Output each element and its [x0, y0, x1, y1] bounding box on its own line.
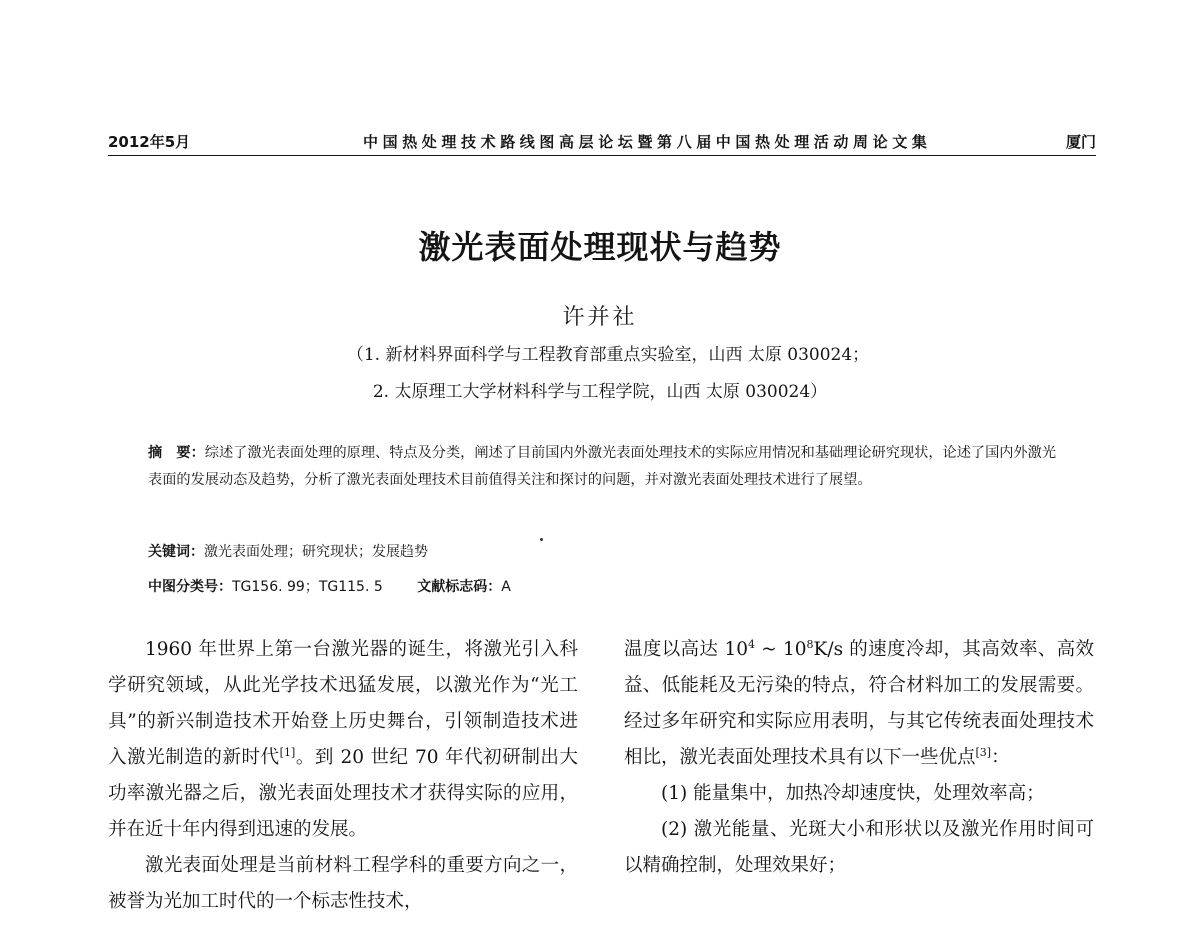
header-date: 2012年5月	[108, 133, 191, 151]
article-title: 激光表面处理现状与趋势	[418, 228, 782, 266]
abstract-label: 摘 要：	[148, 445, 205, 461]
clc-label: 中图分类号：	[148, 579, 232, 595]
classification-line	[148, 576, 1068, 596]
clc-value: TG156. 99；TG115. 5	[232, 579, 383, 595]
body-column-right	[624, 632, 1094, 884]
keywords	[148, 541, 1068, 561]
body-column-left	[108, 632, 578, 920]
citation-ref: [1]	[279, 745, 296, 759]
abstract-text: 综述了激光表面处理的原理、特点及分类，阐述了目前国内外激光表面处理技术的实际应用情况和基础理论研究现状，论述了国内外激光表面的发展动态及趋势，分析了激光表面处理技术目前值得关注和探讨的问题，并对激光表面处理技术进行了展望。	[148, 445, 1057, 488]
list-item: (2) 激光能量、光斑大小和形状以及激光作用时间可以精确控制，处理效果好；	[624, 819, 1094, 876]
keywords-text: 激光表面处理；研究现状；发展趋势	[204, 544, 428, 560]
abstract	[148, 440, 1068, 494]
keywords-label: 关键词：	[148, 544, 204, 560]
article-author: 许并社	[562, 305, 638, 330]
list-item: (1) 能量集中，加热冷却速度快，处理效率高；	[661, 783, 1045, 804]
body-paragraph: 1960 年世界上第一台激光器的诞生，将激光引入科学研究领域，从此光学技术迅猛发展，以激光作为“光工具”的新兴制造技术开始登上历史舞台，引领制造技术进入激光制造的新时代[1]。到 20 世纪 70 年代初研制出大功率激光器之后，激光表面处理技术才获得实际的应用，并在近十年内得到迅速的发展。	[108, 639, 578, 840]
body-paragraph: 激光表面处理是当前材料工程学科的重要方向之一，被誉为光加工时代的一个标志性技术，	[108, 855, 578, 912]
doc-code-label: 文献标志码：	[417, 579, 502, 595]
doc-code-value: A	[501, 579, 511, 595]
header-place: 厦门	[1065, 133, 1096, 151]
body-paragraph: 温度以高达 $10^4$ ~ $10^8K/s$ 的速度冷却，其高效率、高效益、低能耗及无污染的特点，符合材料加工的发展需要。经过多年研究和实际应用表明，与其它传统表面处理技术相比，激光表面处理技术具有以下一些优点[3]：	[624, 637, 1094, 768]
citation-ref: [3]	[975, 745, 992, 759]
affiliation-2: 2. 太原理工大学材料科学与工程学院，山西 太原 030024）	[372, 382, 828, 402]
header-journal: 中国热处理技术路线图高层论坛暨第八届中国热处理活动周论文集	[363, 133, 932, 151]
affiliation-1: （1. 新材料界面科学与工程教育部重点实验室，山西 太原 030024；	[346, 345, 870, 365]
header-rule	[108, 155, 1096, 156]
